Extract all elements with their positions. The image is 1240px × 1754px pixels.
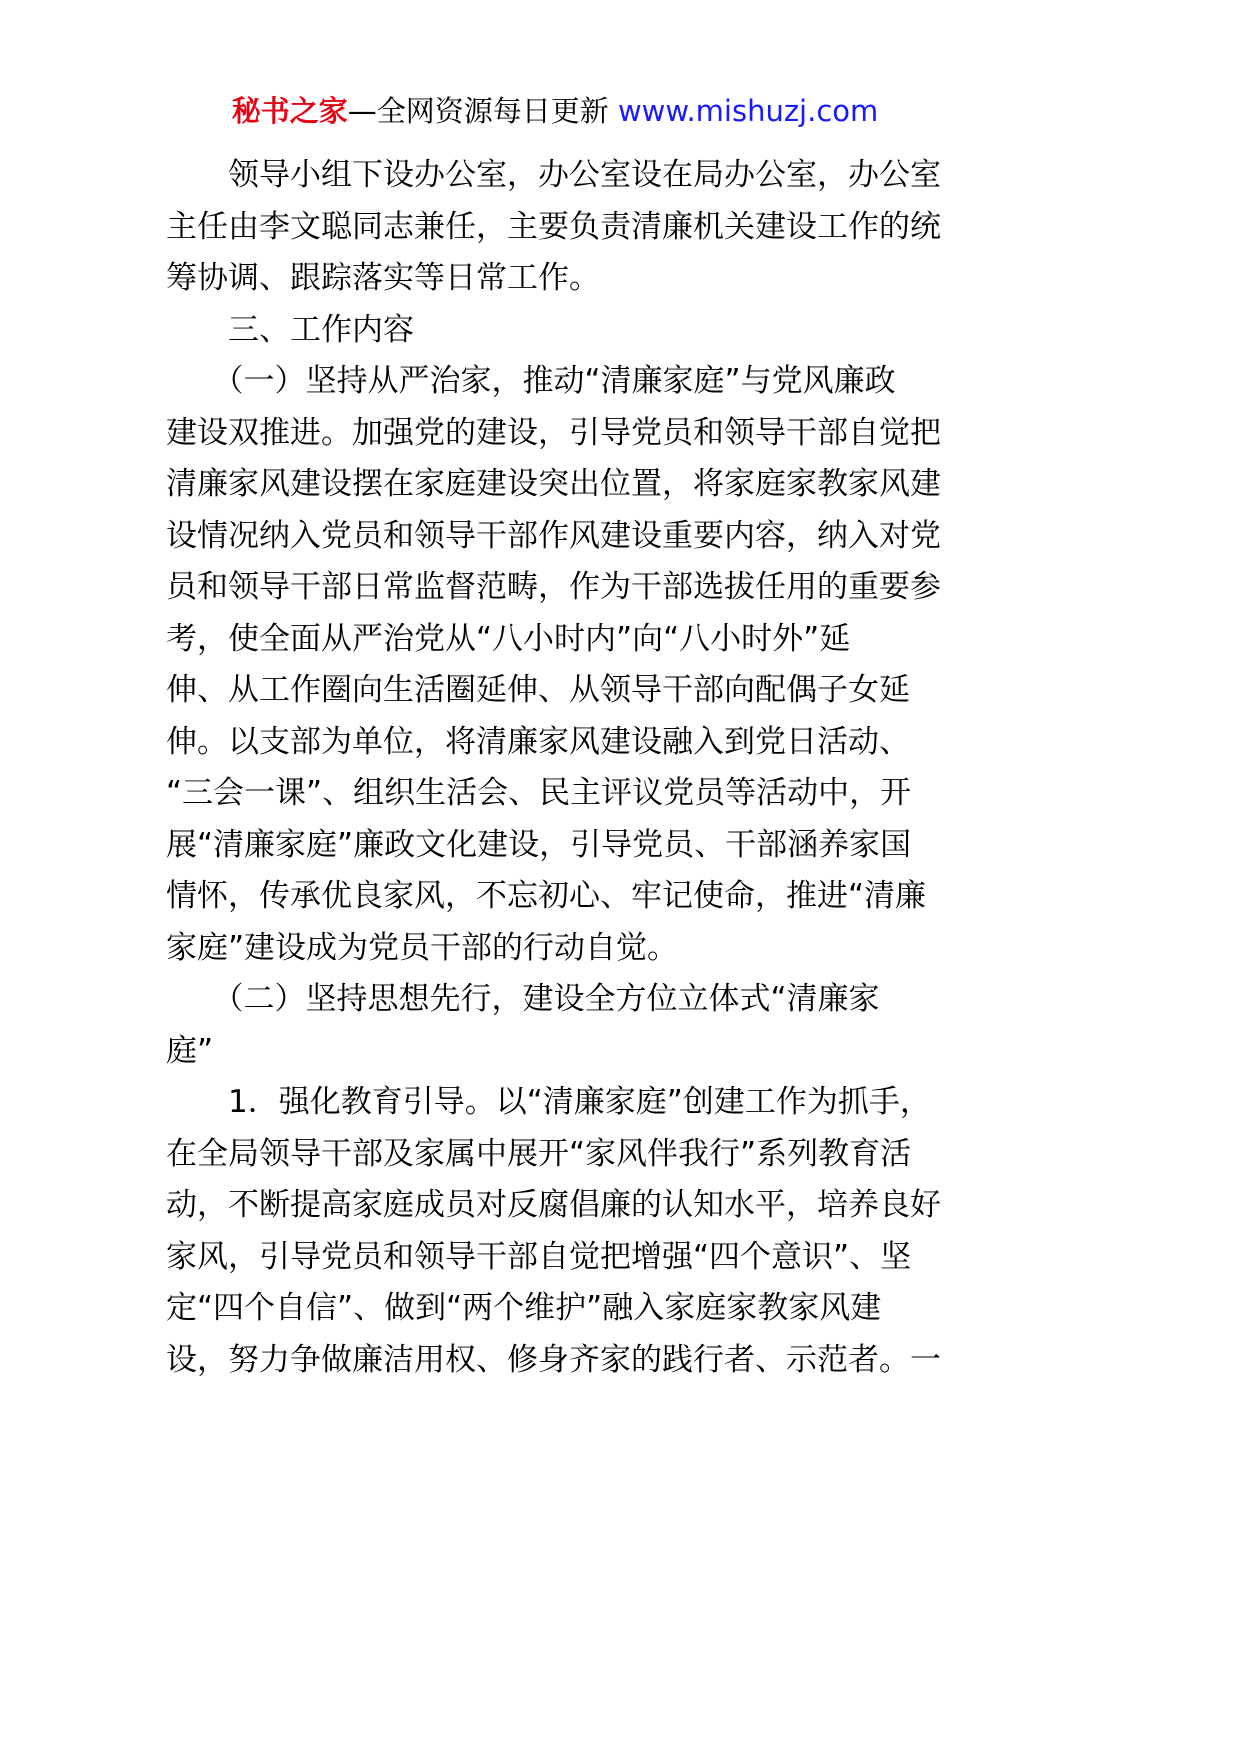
text-line: 1．强化教育引导。以“清廉家庭”创建工作为抓手，: [166, 1084, 931, 1120]
text-line: （一）坚持从严治家，推动“清廉家庭”与党风廉政: [166, 363, 896, 399]
text-line: 定“四个自信”、做到“两个维护”融入家庭家教家风建: [166, 1290, 882, 1326]
text-line: 伸、从工作圈向生活圈延伸、从领导干部向配偶子女延: [166, 672, 910, 708]
text-line: 筹协调、跟踪落实等日常工作。: [166, 260, 600, 296]
site-tagline: —全网资源每日更新: [347, 94, 618, 128]
text-line: 主任由李文聪同志兼任，主要负责清廉机关建设工作的统: [166, 208, 941, 245]
text-line: 领导小组下设办公室，办公室设在局办公室，办公室: [166, 157, 941, 193]
text-line: 展“清廉家庭”廉政文化建设，引导党员、干部涵养家国: [166, 826, 912, 863]
text-line: 设，努力争做廉洁用权、修身齐家的践行者、示范者。一: [166, 1341, 941, 1378]
text-line: 情怀，传承优良家风，不忘初心、牢记使命，推进“清廉: [166, 878, 927, 914]
text-line: 在全局领导干部及家属中展开“家风伴我行”系列教育活: [166, 1135, 912, 1172]
text-line: 家风，引导党员和领导干部自觉把增强“四个意识”、坚: [166, 1238, 912, 1275]
text-line: 建设双推进。加强党的建设，引导党员和领导干部自觉把: [166, 414, 941, 451]
text-line: 设情况纳入党员和领导干部作风建设重要内容，纳入对党: [166, 517, 941, 554]
section-heading: 三、工作内容: [166, 311, 414, 348]
text-line: 伸。以支部为单位，将清廉家风建设融入到党日活动、: [166, 723, 910, 760]
text-line: 庭”: [166, 1032, 214, 1069]
site-brand: 秘书之家: [231, 94, 348, 128]
text-line: （二）坚持思想先行，建设全方位立体式“清廉家: [166, 981, 880, 1017]
text-line: “三会一课”、组织生活会、民主评议党员等活动中，开: [166, 775, 912, 811]
site-header: [0, 88, 1110, 134]
text-line: 清廉家风建设摆在家庭建设突出位置，将家庭家教家风建: [166, 466, 941, 502]
text-line: 动，不断提高家庭成员对反腐倡廉的认知水平，培养良好: [166, 1187, 941, 1223]
text-line: 员和领导干部日常监督范畴，作为干部选拔任用的重要参: [166, 569, 941, 605]
site-url[interactable]: www.mishuzj.com: [617, 94, 879, 128]
text-line: 家庭”建设成为党员干部的行动自觉。: [166, 929, 679, 966]
document-body: [166, 150, 941, 1386]
text-line: 考，使全面从严治党从“八小时内”向“八小时外”延: [166, 620, 851, 657]
